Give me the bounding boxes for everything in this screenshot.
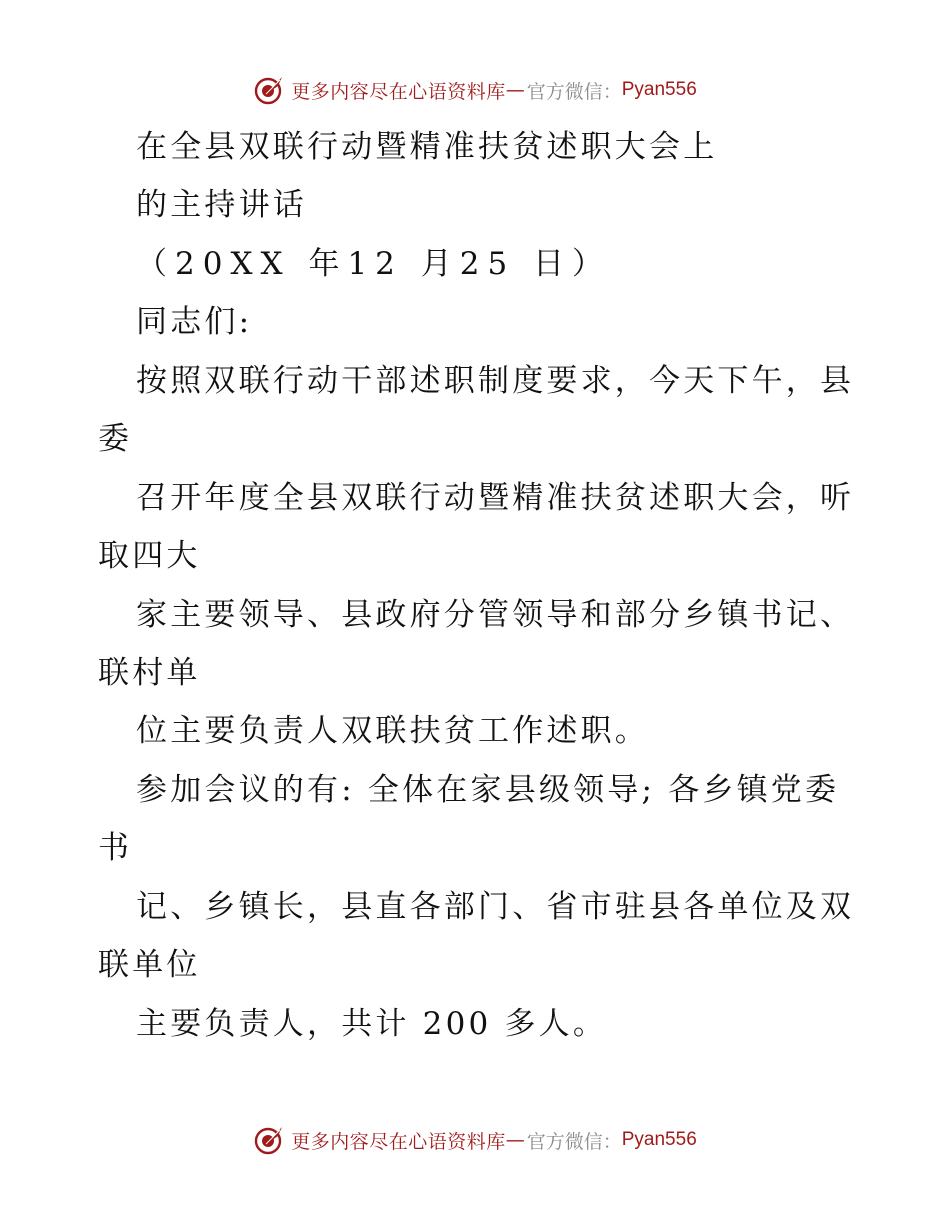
doc-paragraph-line: 召开年度全县双联行动暨精准扶贫述职大会，听 [136,480,855,516]
watermark-text: 更多内容尽在心语资料库 [291,1130,506,1153]
watermark-wechat-id: Pyan556 [621,1129,697,1150]
doc-date: （20XX 年12 月25 日） [136,246,612,282]
watermark-wechat-label: 官方微信： [526,80,622,103]
doc-paragraph-line: 书 [98,830,133,866]
doc-paragraph-line: 委 [98,421,133,457]
doc-paragraph-line: 主要负责人，共计 200 多人。 [136,1006,608,1042]
doc-salutation: 同志们: [136,304,253,340]
footer-watermark [0,1122,950,1158]
doc-paragraph-line: 记、乡镇长，县直各部门、省市驻县各单位及双 [136,889,855,925]
doc-paragraph-line: 位主要负责人双联扶贫工作述职。 [136,713,649,749]
watermark-dash: — [505,79,525,101]
doc-paragraph-line: 取四大 [98,538,201,574]
doc-paragraph-line: 按照双联行动干部述职制度要求，今天下午，县 [136,363,855,399]
quill-logo-icon [253,74,285,106]
quill-logo-icon [253,1124,285,1156]
doc-paragraph-line: 家主要领导、县政府分管领导和部分乡镇书记、 [136,597,855,633]
doc-paragraph-line: 联村单 [98,655,201,691]
doc-title-line-2: 的主持讲话 [136,187,307,223]
header-watermark [0,72,950,108]
watermark-text: 更多内容尽在心语资料库 [291,80,506,103]
watermark-wechat-label: 官方微信： [526,1130,622,1153]
watermark-dash: — [505,1129,525,1151]
doc-paragraph-line: 参加会议的有: 全体在家县级领导; 各乡镇党委 [136,772,840,808]
watermark-wechat-id: Pyan556 [621,79,697,100]
doc-title-line-1: 在全县双联行动暨精准扶贫述职大会上 [136,129,718,165]
doc-paragraph-line: 联单位 [98,947,201,983]
